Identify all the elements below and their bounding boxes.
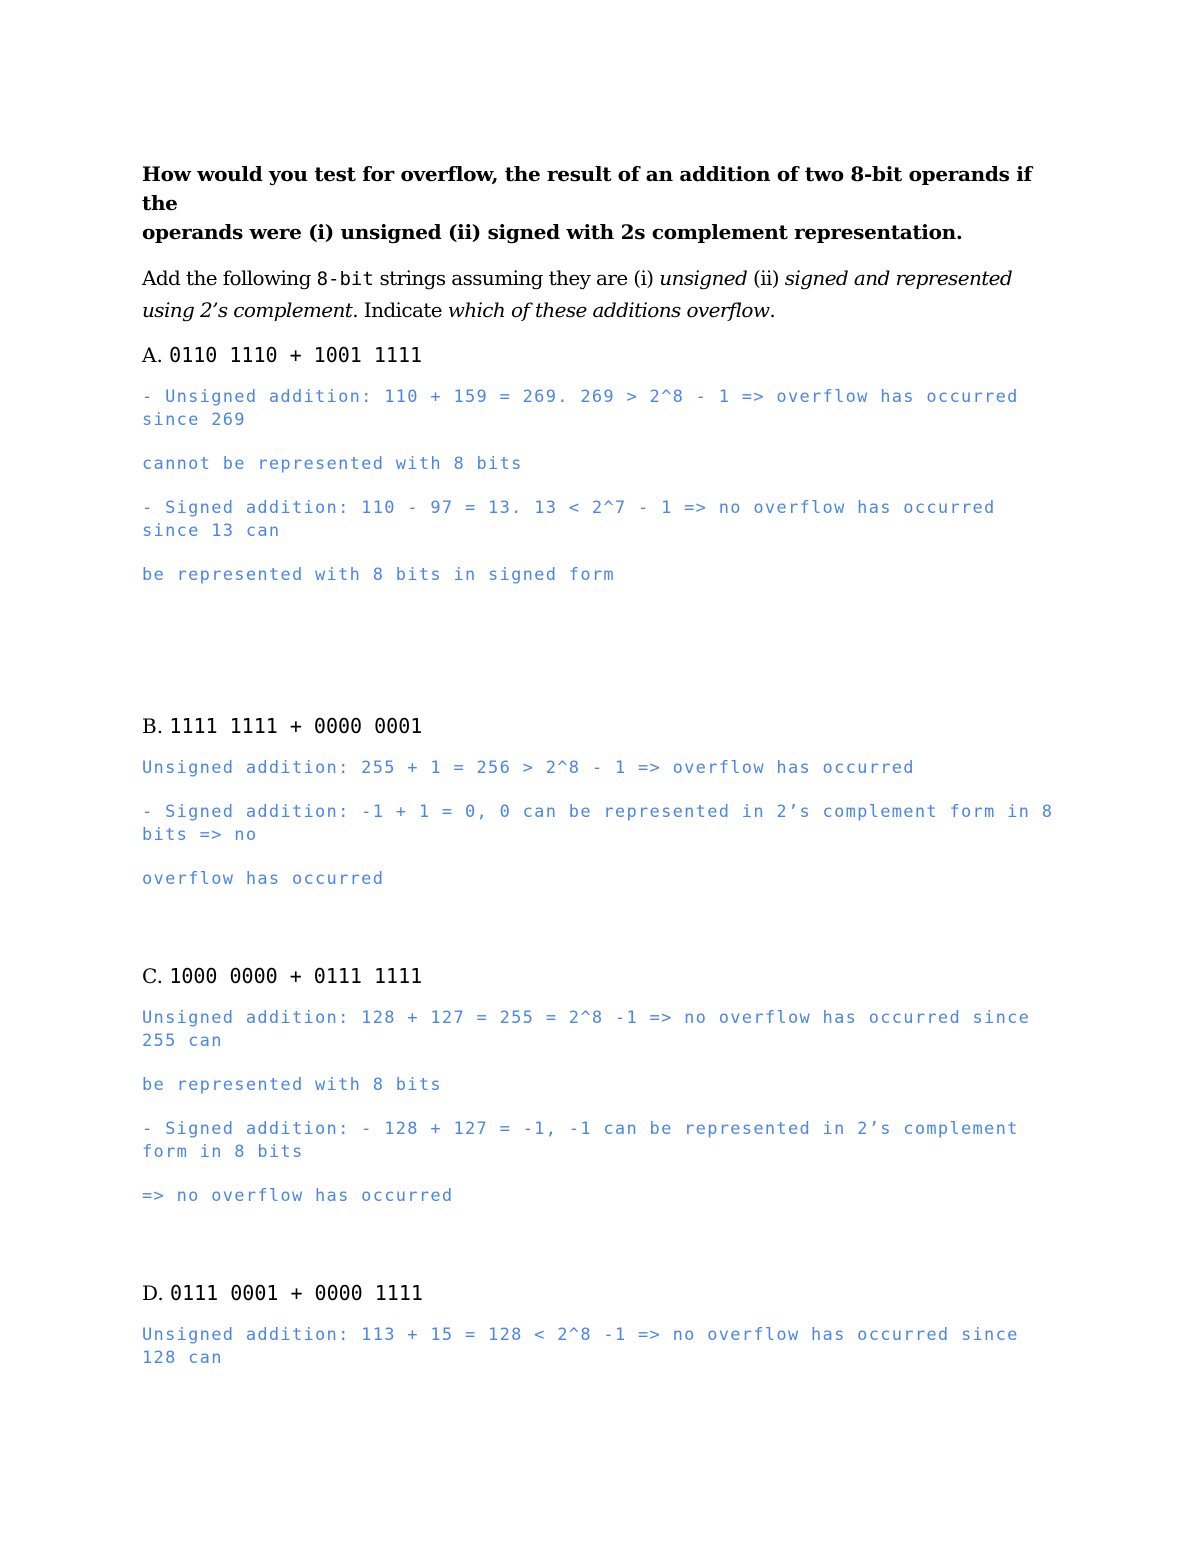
document-page [142,160,1065,1391]
answer-line: - Unsigned addition: 110 + 159 = 269. 269 > 2^8 - 1 => overflow has occurred since 269 [142,387,1031,430]
intro-emphasis: unsigned [659,266,748,290]
answer-line: cannot be represented with 8 bits [142,454,523,474]
answer-line: be represented with 8 bits [142,1075,442,1095]
question-label [142,341,1062,369]
heading-line-2: operands were (i) unsigned (ii) signed with 2s complement representation. [142,220,963,244]
intro-emphasis: signed and represented using 2’s complement [142,266,1013,322]
answer-line: Unsigned addition: 128 + 127 = 255 = 2^8 -1 => no overflow has occurred since 255 can [142,1008,1042,1051]
question-heading [142,160,1062,247]
answer-line: overflow has occurred [142,869,385,889]
question-label [142,712,1062,740]
intro-text: Add the following [142,266,317,290]
answer-line: be represented with 8 bits in signed form [142,565,615,585]
intro-text: . Indicate [352,298,448,322]
question-expression: 1000 0000 + 0111 1111 [169,964,423,988]
question-expression: 0111 0001 + 0000 1111 [170,1281,423,1305]
spacer [142,1229,1062,1279]
answer-line: - Signed addition: 110 - 97 = 13. 13 < 2^7 - 1 => no overflow has occurred since 13 can [142,498,1008,541]
answer-line: Unsigned addition: 113 + 15 = 128 < 2^8 -1 => no overflow has occurred since 128 can [142,1325,1031,1368]
intro-mono-text: 8-bit [316,268,374,290]
question-d [142,1279,1062,1370]
question-a [142,341,1062,587]
question-label [142,1279,1062,1307]
answer-line: Unsigned addition: 255 + 1 = 256 > 2^8 - 1 => overflow has occurred [142,758,915,778]
answer-line: - Signed addition: - 128 + 127 = -1, -1 can be represented in 2’s complement form in 8 bits [142,1119,1031,1162]
heading-line-1: How would you test for overflow, the result of an addition of two 8-bit operands if the [142,162,1032,215]
intro-text: . [769,298,776,322]
question-letter: B. [142,714,164,738]
intro-text: (ii) [747,266,785,290]
intro-emphasis: which of these additions overflow [447,298,770,322]
question-c [142,962,1062,1208]
spacer [142,912,1062,962]
question-b [142,712,1065,891]
intro-text: strings assuming they are (i) [373,266,660,290]
question-expression: 1111 1111 + 0000 0001 [169,714,423,738]
answer-line: - Signed addition: -1 + 1 = 0, 0 can be represented in 2’s complement form in 8 bits => no [142,802,1065,845]
question-letter: C. [142,964,163,988]
question-label [142,962,1062,990]
question-letter: A. [142,343,163,367]
question-letter: D. [142,1281,164,1305]
question-expression: 0110 1110 + 1001 1111 [169,343,423,367]
spacer [142,608,1062,712]
instructions-paragraph [142,263,1062,326]
answer-line: => no overflow has occurred [142,1186,454,1206]
